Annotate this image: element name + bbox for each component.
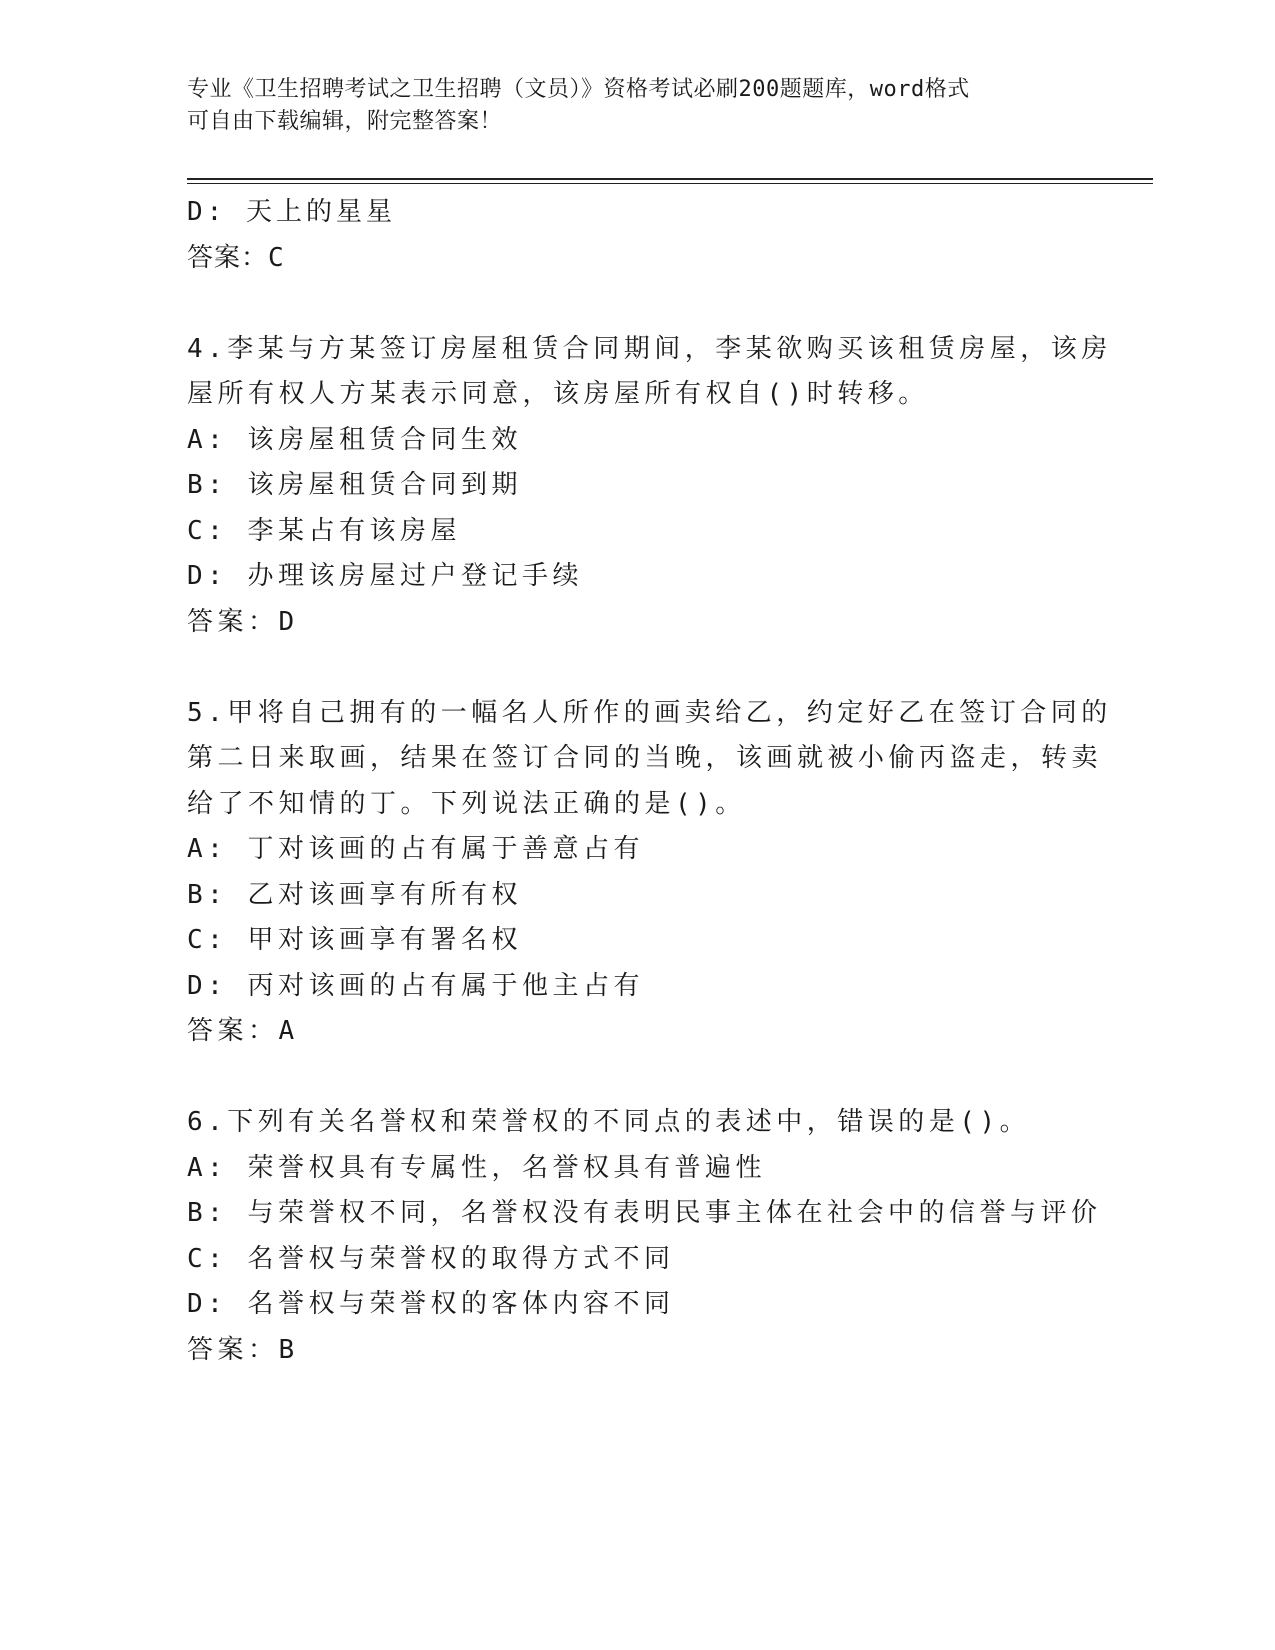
option-a: A: 该房屋租赁合同生效 — [187, 424, 522, 455]
answer-label: 答案：A — [187, 1016, 299, 1046]
header-rule-thin — [187, 183, 1153, 184]
spacer — [187, 281, 1147, 327]
option-b: B: 该房屋租赁合同到期 — [187, 470, 522, 500]
document-header — [187, 74, 1067, 138]
option-d: D: 名誉权与荣誉权的客体内容不同 — [187, 1289, 675, 1319]
option-c: C: 甲对该画享有署名权 — [187, 925, 522, 955]
option-d: D: 办理该房屋过户登记手续 — [187, 561, 583, 591]
option-b: B: 与荣誉权不同，名誉权没有表明民事主体在社会中的信誉与评价 — [187, 1198, 1102, 1228]
question-stem: 5.甲将自己拥有的一幅名人所作的画卖给乙，约定好乙在签订合同的 — [187, 697, 1112, 728]
question-3-tail — [187, 190, 1147, 281]
option-c: C: 李某占有该房屋 — [187, 515, 461, 546]
question-stem: 屋所有权人方某表示同意，该房屋所有权自()时转移。 — [187, 379, 929, 409]
question-4 — [187, 327, 1147, 646]
header-line-2: 可自由下载编辑，附完整答案！ — [187, 109, 503, 134]
option-d: D: 天上的星星 — [187, 197, 396, 227]
question-list — [187, 190, 1147, 1373]
header-rule-thick — [187, 178, 1153, 180]
answer-label: 答案：C — [187, 242, 285, 273]
question-stem: 给了不知情的丁。下列说法正确的是()。 — [187, 788, 746, 819]
spacer — [187, 1055, 1147, 1101]
question-6 — [187, 1100, 1147, 1373]
answer-label: 答案：D — [187, 606, 299, 637]
option-b: B: 乙对该画享有所有权 — [187, 879, 522, 910]
option-d: D: 丙对该画的占有属于他主占有 — [187, 970, 644, 1001]
spacer — [187, 645, 1147, 691]
question-stem: 第二日来取画，结果在签订合同的当晚，该画就被小偷丙盗走，转卖 — [187, 743, 1103, 773]
header-line-1: 专业《卫生招聘考试之卫生招聘（文员）》资格考试必刷200题题库，word格式 — [187, 77, 970, 102]
question-stem: 6.下列有关名誉权和荣誉权的不同点的表述中，错误的是()。 — [187, 1107, 1031, 1137]
option-c: C: 名誉权与荣誉权的取得方式不同 — [187, 1243, 675, 1274]
question-stem: 4.李某与方某签订房屋租赁合同期间，李某欲购买该租赁房屋，该房 — [187, 333, 1112, 364]
option-a: A: 荣誉权具有专属性，名誉权具有普遍性 — [187, 1152, 766, 1183]
option-a: A: 丁对该画的占有属于善意占有 — [187, 834, 644, 864]
answer-label: 答案：B — [187, 1334, 299, 1365]
question-5 — [187, 691, 1147, 1055]
